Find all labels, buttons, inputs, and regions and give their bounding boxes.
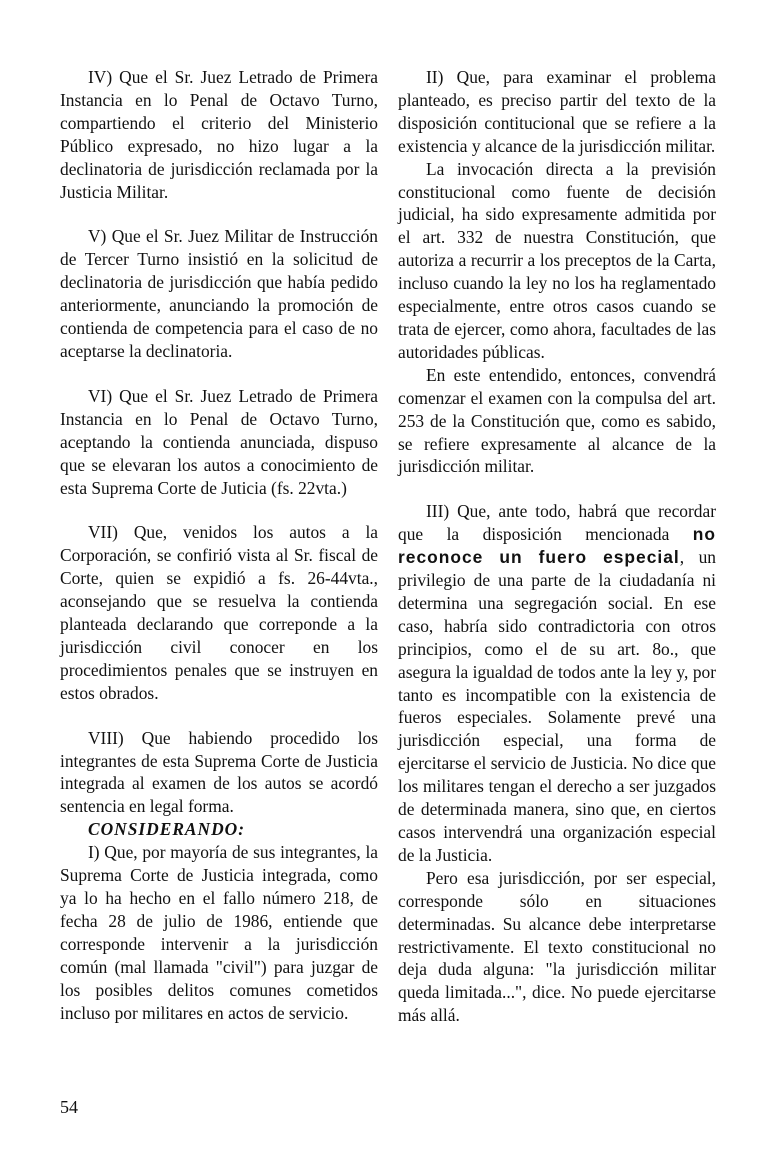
paragraph-invocacion: La invocación directa a la previsión constitucional como fuente de decisión judicial, ha sido expresamente admitida por el art. 332 de nuestra Constitución, que autoriza a recurrir a los preceptos de la Carta, incluso cuando la ley no los ha reglamentado especialmente, entre otros casos cuando se trata de ejercer, como ahora, facultades de las autoridades públicas. [398,158,716,362]
paragraph-vii: VII) Que, venidos los autos a la Corporación, se confirió vista al Sr. fiscal de Corte, quien se expidió a fs. 26-44vta., aconsejando que se resuelva la contienda planteada declarando que correponde a la jurisdicción civil conocer en los procedimientos penales que se instruyen en estos obrados. [60,522,378,703]
considerando-paragraph-iii [398,500,716,867]
considerando-paragraph-ii: II) Que, para examinar el problema planteado, es preciso partir del texto de la disposición contitucional que se refiere a la existencia y alcance de la jurisdicción militar. [398,67,716,156]
paragraph-iv: IV) Que el Sr. Juez Letrado de Primera Instancia en lo Penal de Octavo Turno, compartiendo el criterio del Ministerio Público expresado, no hizo lugar a la declinatoria de jurisdicción reclamada por la Justicia Militar. [60,67,378,202]
paragraph-v: V) Que el Sr. Juez Militar de Instrucción de Tercer Turno insistió en la solicitud de declinatoria de jurisdicción que había pedido anteriormente, anunciando la promoción de contienda de competencia para el caso de no aceptarse la declinatoria. [60,226,378,361]
left-column [60,66,378,1024]
paragraph-iii-rest: , un privilegio de una parte de la ciudadanía ni determina una segregación social. En ese caso, habría sido contradictoria con otros principios, como el de su art. 8o., que asegura la igualdad de todos ante la ley y, por tanto es incompatible con la existencia de fueros especiales. Solamente prevé una jurisdicción especial, una forma de ejercitarse el servicio de Justicia. No dice que los militares tengan el derecho a ser juzgados de determinada manera, sino que, en ciertos casos intervendrá una organización especial de la Justicia. [398,547,716,865]
right-column [398,66,716,1027]
page-number: 54 [60,1097,78,1117]
paragraph-iii-start: III) Que, ante todo, habrá que recordar que la disposición mencionada [398,501,716,545]
emphasis-no-fuero-especial: no reconoce un fuero especial [398,524,716,568]
paragraph-viii: VIII) Que habiendo procedido los integrantes de esta Suprema Corte de Justicia integrada al examen de los autos se acordó sentencia en legal forma. [60,727,378,817]
paragraph-entendido: En este entendido, entonces, convendrá comenzar el examen con la compulsa del art. 253 de la Constitución que, como es sabido, se refiere expresamente al alcance de la jurisdicción militar. [398,364,716,477]
considerando-paragraph-i: I) Que, por mayoría de sus integrantes, la Suprema Corte de Justicia integrada, como ya lo ha hecho en el fallo número 218, de fecha 28 de julio de 1986, entiende que corresponde intervenir a la jurisdicción común (mal llamada "civil") para juzgar de los posibles delitos comunes cometidos incluso por militares en actos de servicio. [60,842,378,1023]
paragraph-pero-esa-jurisdiccion: Pero esa jurisdicción, por ser especial, corresponde sólo en situaciones determinadas. Su alcance debe interpretarse restrictivamente. El texto constitucional no deja duda alguna: "la jurisdicción militar queda limitada...", dice. No puede ejercitarse más allá. [398,867,716,1026]
considerando-heading: CONSIDERANDO: [88,819,245,840]
paragraph-vi: VI) Que el Sr. Juez Letrado de Primera Instancia en lo Penal de Octavo Turno, aceptando la contienda anunciada, dispuso que se elevaran los autos a conocimiento de esta Suprema Corte de Juticia (fs. 22vta.) [60,385,378,498]
